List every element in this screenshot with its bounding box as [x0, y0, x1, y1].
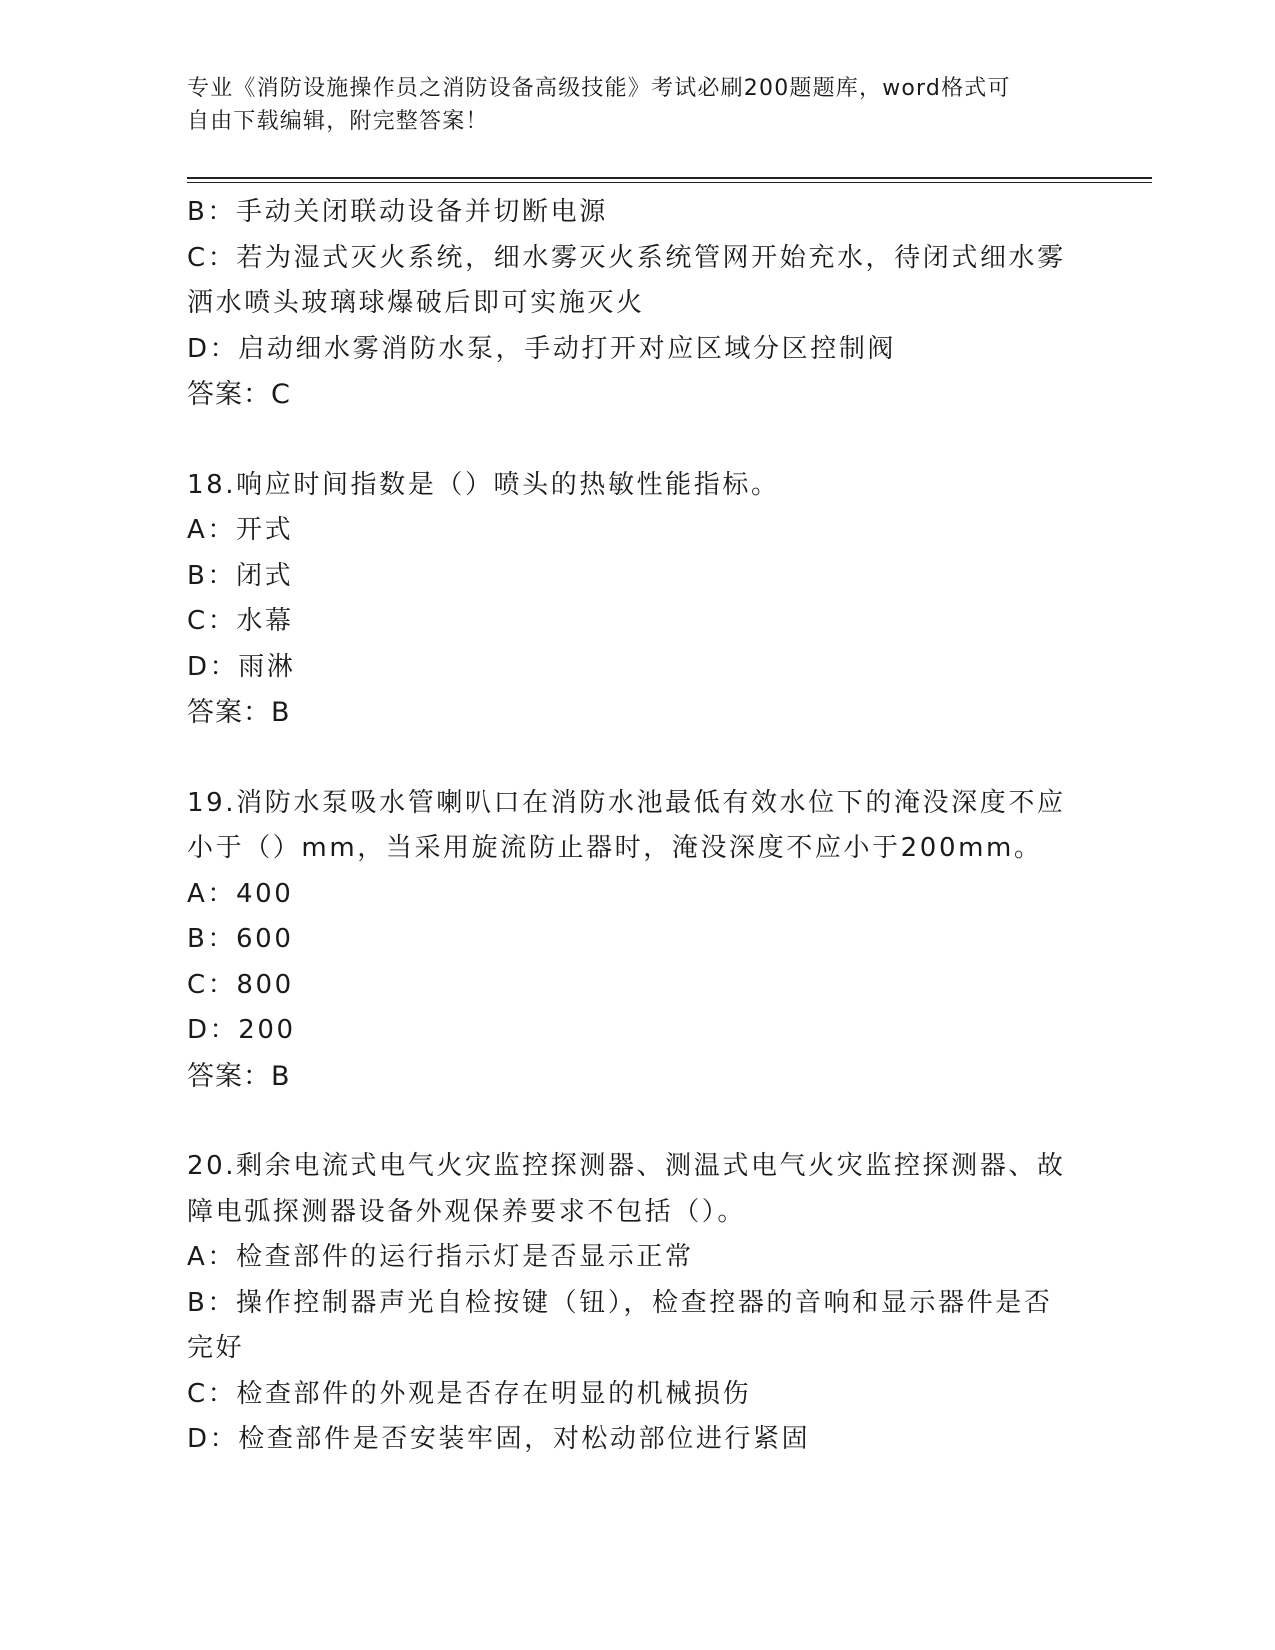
- option-d: D：雨淋: [187, 651, 296, 682]
- question-19: [187, 781, 1067, 1100]
- header-line-2: 自由下载编辑，附完整答案！: [187, 109, 489, 134]
- question-18: [187, 463, 1067, 736]
- question-text-line-2: 小于（）mm，当采用旋流防止器时，淹没深度不应小于200mm。: [187, 833, 1043, 863]
- spacer: [187, 1099, 1067, 1144]
- option-b: B：手动关闭联动设备并切断电源: [187, 197, 608, 227]
- option-b-line-2: 完好: [187, 1333, 245, 1363]
- option-b-line-1: B：操作控制器声光自检按键（钮），检查控器的音响和显示器件是否: [187, 1287, 1053, 1318]
- header-line-1: 专业《消防设施操作员之消防设备高级技能》考试必刷200题题库，word格式可: [187, 76, 1011, 101]
- option-a: A：400: [187, 878, 294, 909]
- question-text-line-2: 障电弧探测器设备外观保养要求不包括（）。: [187, 1196, 747, 1227]
- header-divider-thick: [187, 177, 1152, 179]
- option-c-line-1: C：若为湿式灭火系统，细水雾灭火系统管网开始充水，待闭式细水雾: [187, 242, 1066, 273]
- question-17-partial: [187, 190, 1067, 418]
- option-c-line-2: 洒水喷头玻璃球爆破后即可实施灭火: [187, 288, 645, 318]
- option-d: D：启动细水雾消防水泵，手动打开对应区域分区控制阀: [187, 333, 897, 364]
- option-d: D：200: [187, 1015, 296, 1045]
- option-b: B：600: [187, 924, 294, 954]
- option-d: D：检查部件是否安装牢固，对松动部位进行紧固: [187, 1424, 811, 1454]
- question-list: [187, 190, 1067, 1463]
- spacer: [187, 736, 1067, 781]
- option-a: A：检查部件的运行指示灯是否显示正常: [187, 1242, 694, 1272]
- option-b: B：闭式: [187, 560, 294, 591]
- option-c: C：水幕: [187, 606, 294, 636]
- option-c: C：800: [187, 969, 294, 1000]
- answer: 答案：C: [187, 379, 291, 410]
- answer: 答案：B: [187, 697, 291, 728]
- question-text: 18.响应时间指数是（）喷头的热敏性能指标。: [187, 469, 780, 500]
- question-text-line-1: 20.剩余电流式电气火灾监控探测器、测温式电气火灾监控探测器、故: [187, 1151, 1066, 1181]
- question-20: [187, 1144, 1067, 1463]
- header-divider-thin: [187, 182, 1152, 183]
- spacer: [187, 418, 1067, 463]
- option-c: C：检查部件的外观是否存在明显的机械损伤: [187, 1378, 752, 1409]
- option-a: A：开式: [187, 515, 294, 545]
- answer: 答案：B: [187, 1060, 291, 1092]
- document-header: [187, 72, 1067, 138]
- question-text-line-1: 19.消防水泵吸水管喇叭口在消防水池最低有效水位下的淹没深度不应: [187, 787, 1066, 818]
